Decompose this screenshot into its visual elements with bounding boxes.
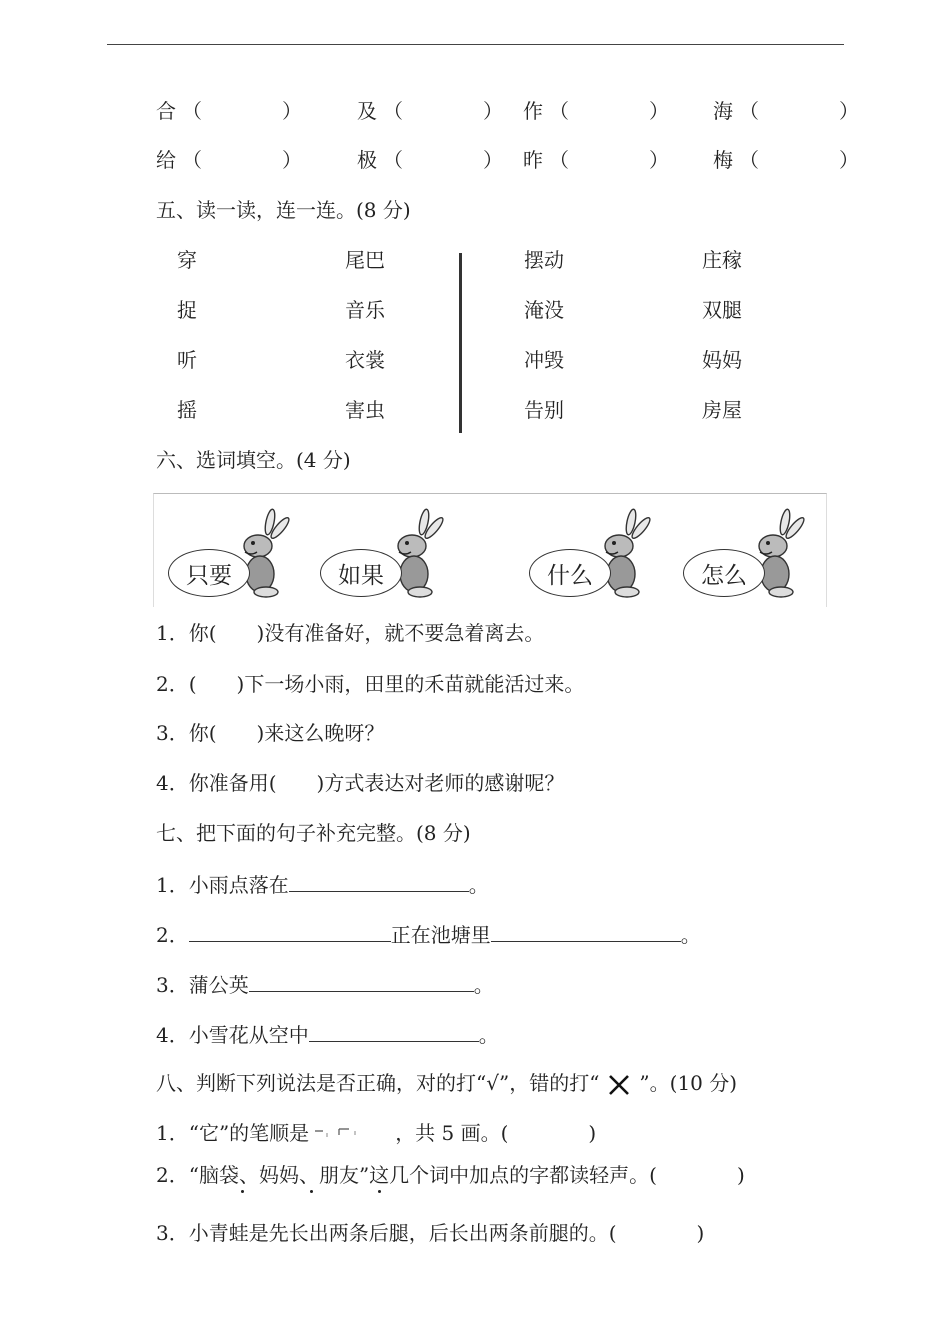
section5-title: 五、读一读，连一连。(8 分) xyxy=(156,198,411,222)
match-word[interactable]: 冲毁 xyxy=(524,348,564,372)
sentence-text: 2． xyxy=(156,923,189,947)
complete-sentence-2 xyxy=(156,921,701,947)
char: 海 xyxy=(713,99,733,123)
answer-blank[interactable]: （ ） xyxy=(739,99,859,123)
match-word[interactable]: 摇 xyxy=(177,398,197,422)
answer-line[interactable] xyxy=(189,921,391,942)
cross-icon xyxy=(599,1072,639,1098)
fill-question-4[interactable]: 4．你准备用( )方式表达对老师的感谢呢？ xyxy=(156,771,565,795)
judge-question-3[interactable]: 3．小青蛙是先长出两条后腿，后长出两条前腿的。( ) xyxy=(156,1221,705,1245)
match-word[interactable]: 摆动 xyxy=(524,248,564,272)
sentence-text: 3．蒲公英 xyxy=(156,973,249,997)
sentence-text: 1．小雨点落在 xyxy=(156,873,289,897)
answer-blank[interactable]: （ ） xyxy=(182,148,302,172)
complete-sentence-4 xyxy=(156,1021,499,1047)
char: 极 xyxy=(357,148,377,172)
judge-question-1[interactable] xyxy=(156,1121,596,1147)
answer-blank[interactable]: （ ） xyxy=(549,148,669,172)
match-word[interactable]: 害虫 xyxy=(345,398,385,422)
match-word[interactable]: 音乐 xyxy=(345,298,385,322)
match-word[interactable]: 房屋 xyxy=(702,398,742,422)
match-word[interactable]: 告别 xyxy=(524,398,564,422)
answer-line[interactable] xyxy=(289,871,469,892)
match-word[interactable]: 双腿 xyxy=(702,298,742,322)
sentence-end: 。 xyxy=(468,873,489,897)
emphasis-dot xyxy=(241,1190,244,1193)
answer-blank[interactable]: （ ） xyxy=(383,148,503,172)
char: 作 xyxy=(523,99,543,123)
word-option-ruguo[interactable]: 如果 xyxy=(320,549,402,597)
char: 梅 xyxy=(713,148,733,172)
match-word[interactable]: 穿 xyxy=(177,248,197,272)
char: 及 xyxy=(357,99,377,123)
answer-blank[interactable]: （ ） xyxy=(739,148,859,172)
judge-text-end: ，共 5 画。( ) xyxy=(395,1121,597,1145)
fill-question-3[interactable]: 3．你( )来这么晚呀？ xyxy=(156,721,385,745)
match-word[interactable]: 捉 xyxy=(177,298,197,322)
section8-title-end: ”。(10 分) xyxy=(639,1071,738,1095)
answer-line[interactable] xyxy=(309,1021,479,1042)
header-rule xyxy=(107,44,844,45)
match-word[interactable]: 庄稼 xyxy=(702,248,742,272)
section8-title xyxy=(156,1071,737,1098)
word-option-shenme[interactable]: 什么 xyxy=(529,549,611,597)
section6-title: 六、选词填空。(4 分) xyxy=(156,448,351,472)
section7-title: 七、把下面的句子补充完整。(8 分) xyxy=(156,821,471,845)
match-word[interactable]: 妈妈 xyxy=(702,348,742,372)
fill-question-2[interactable]: 2．( )下一场小雨，田里的禾苗就能活过来。 xyxy=(156,672,585,696)
judge-question-2[interactable]: 2．“脑袋、妈妈、朋友”这几个词中加点的字都读轻声。( ) xyxy=(156,1163,745,1187)
section8-title-text: 八、判断下列说法是否正确，对的打“√”，错的打“ xyxy=(156,1071,600,1095)
char: 给 xyxy=(156,148,176,172)
sentence-end: 。 xyxy=(680,923,701,947)
judge-text: 1．“它”的笔顺是 xyxy=(156,1121,310,1145)
column-divider xyxy=(459,253,462,433)
emphasis-dot xyxy=(378,1190,381,1193)
fill-question-1[interactable]: 1．你( )没有准备好，就不要急着离去。 xyxy=(156,621,545,645)
complete-sentence-1 xyxy=(156,871,489,897)
char: 昨 xyxy=(523,148,543,172)
complete-sentence-3 xyxy=(156,971,494,997)
answer-blank[interactable]: （ ） xyxy=(549,99,669,123)
sentence-end: 。 xyxy=(478,1023,499,1047)
answer-blank[interactable]: （ ） xyxy=(383,99,503,123)
sentence-text: 正在池塘里 xyxy=(390,923,491,947)
stroke-order-image xyxy=(309,1123,395,1147)
sentence-text: 4．小雪花从空中 xyxy=(156,1023,309,1047)
match-word[interactable]: 衣裳 xyxy=(345,348,385,372)
match-word[interactable]: 淹没 xyxy=(524,298,564,322)
answer-blank[interactable]: （ ） xyxy=(182,99,302,123)
match-word[interactable]: 尾巴 xyxy=(345,248,385,272)
char: 合 xyxy=(156,99,176,123)
answer-line[interactable] xyxy=(249,971,474,992)
answer-line[interactable] xyxy=(491,921,681,942)
emphasis-dot xyxy=(310,1190,313,1193)
word-option-zhiyao[interactable]: 只要 xyxy=(168,549,250,597)
word-option-zenme[interactable]: 怎么 xyxy=(683,549,765,597)
word-choice-panel xyxy=(153,493,827,607)
sentence-end: 。 xyxy=(473,973,494,997)
match-word[interactable]: 听 xyxy=(177,348,197,372)
